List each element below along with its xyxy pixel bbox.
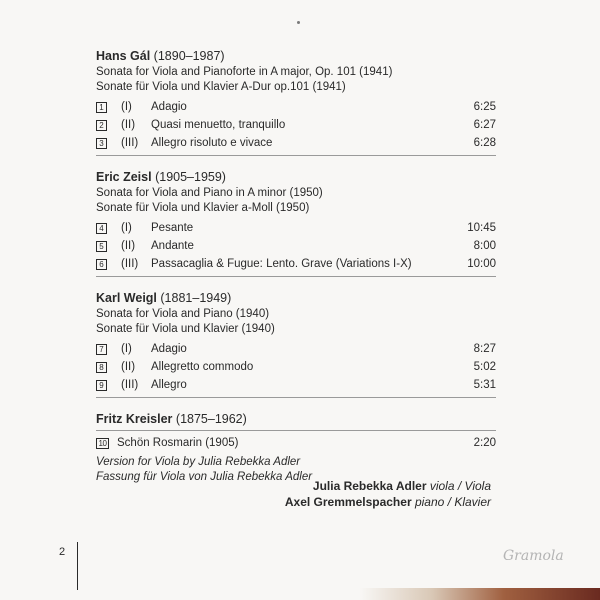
section-weigl [96, 290, 496, 398]
track-row [96, 219, 496, 237]
composer-years: (1905–1959) [155, 170, 226, 184]
movement-number: (I) [121, 343, 132, 355]
movement-number: (I) [121, 101, 132, 113]
track-number: 10 [96, 438, 109, 449]
duration: 5:31 [473, 379, 496, 391]
duration: 10:00 [467, 258, 496, 270]
track-number: 6 [96, 259, 107, 270]
composer-years: (1881–1949) [160, 291, 232, 305]
track-row [96, 116, 496, 134]
performer-name: Julia Rebekka Adler [312, 479, 427, 493]
piece-title: Schön Rosmarin (1905) [117, 437, 239, 449]
movement-title: Adagio [151, 343, 187, 355]
duration: 8:27 [473, 343, 496, 355]
track-list [96, 430, 496, 455]
work-title-en: Sonata for Viola and Piano in A minor (1950) [96, 187, 323, 199]
composer-name: Karl Weigl [96, 291, 157, 305]
decorative-dot [297, 21, 300, 24]
performer-role: viola / Viola [429, 479, 491, 493]
duration: 6:25 [473, 101, 496, 113]
movement-number: (III) [121, 379, 139, 391]
duration: 5:02 [473, 361, 496, 373]
track-row [96, 376, 496, 394]
version-note-de: Fassung für Viola von Julia Rebekka Adler [96, 471, 313, 483]
movement-title: Allegretto commodo [151, 361, 254, 373]
movement-number: (II) [121, 361, 136, 373]
duration: 2:20 [473, 437, 496, 449]
track-number: 5 [96, 241, 107, 252]
movement-title: Quasi menuetto, tranquillo [151, 119, 286, 131]
movement-number: (I) [121, 222, 132, 234]
performer-role: piano / Klavier [414, 495, 491, 509]
work-title-en: Sonata for Viola and Pianoforte in A major, Op. 101 (1941) [96, 66, 393, 78]
composer-years: (1875–1962) [175, 412, 247, 426]
movement-title: Passacaglia & Fugue: Lento. Grave (Variations I-X) [151, 258, 412, 270]
movement-title: Allegro [151, 379, 187, 391]
section-gal [96, 48, 496, 156]
performers [285, 478, 491, 510]
track-number: 4 [96, 223, 107, 234]
track-row [96, 98, 496, 116]
movement-title: Allegro risoluto e vivace [151, 137, 273, 149]
duration: 6:28 [473, 137, 496, 149]
track-number: 2 [96, 120, 107, 131]
movement-number: (II) [121, 119, 136, 131]
page-divider [77, 542, 78, 590]
section-zeisl [96, 169, 496, 277]
work-title-en: Sonata for Viola and Piano (1940) [96, 308, 270, 320]
track-row [96, 340, 496, 358]
composer-name: Hans Gál [96, 49, 151, 63]
track-number: 7 [96, 344, 107, 355]
work-title-de: Sonate für Viola und Klavier a-Moll (1950) [96, 202, 310, 214]
section-kreisler [96, 411, 496, 485]
track-number: 9 [96, 380, 107, 391]
movement-title: Andante [151, 240, 194, 252]
track-row [96, 358, 496, 376]
movement-number: (II) [121, 240, 136, 252]
composer-name: Fritz Kreisler [96, 412, 173, 426]
track-list [96, 219, 496, 277]
performer-row [285, 494, 491, 510]
track-row [96, 237, 496, 255]
movement-number: (III) [121, 137, 139, 149]
track-list [96, 98, 496, 156]
brand-logo: Gramola [503, 548, 564, 564]
track-list [96, 340, 496, 398]
work-title-de: Sonate für Viola und Klavier (1940) [96, 323, 275, 335]
track-row [96, 255, 496, 273]
track-number: 1 [96, 102, 107, 113]
cover-edge-strip [360, 588, 600, 600]
track-row [96, 134, 496, 152]
performer-name: Axel Gremmelspacher [284, 495, 412, 509]
movement-number: (III) [121, 258, 139, 270]
composer-years: (1890–1987) [153, 49, 225, 63]
track-number: 8 [96, 362, 107, 373]
movement-title: Adagio [151, 101, 187, 113]
track-listing [96, 48, 496, 498]
page-number: 2 [59, 546, 66, 558]
duration: 10:45 [467, 222, 496, 234]
duration: 6:27 [473, 119, 496, 131]
performer-row [285, 478, 491, 494]
composer-name: Eric Zeisl [96, 170, 152, 184]
version-note-en: Version for Viola by Julia Rebekka Adler [96, 456, 301, 468]
work-title-de: Sonate für Viola und Klavier A-Dur op.101 (1941) [96, 81, 346, 93]
track-row [96, 434, 496, 452]
track-number: 3 [96, 138, 107, 149]
duration: 8:00 [473, 240, 496, 252]
movement-title: Pesante [151, 222, 194, 234]
